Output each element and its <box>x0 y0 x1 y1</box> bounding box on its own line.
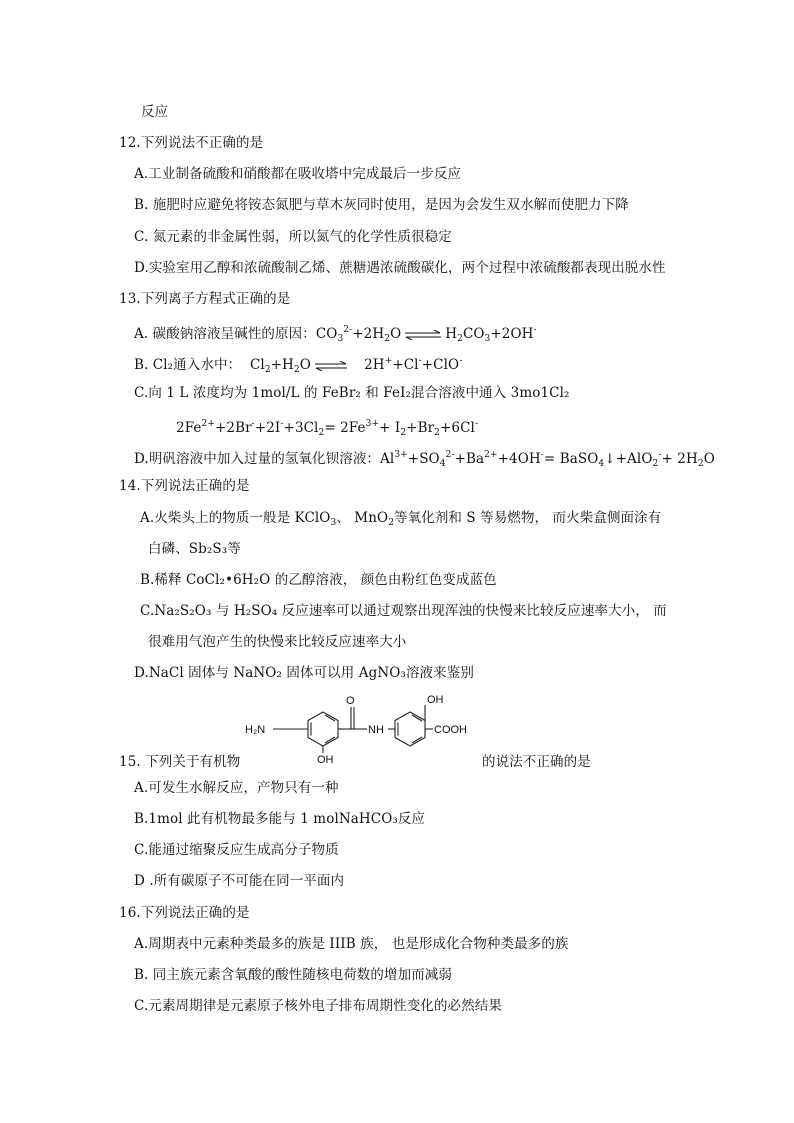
q15-option-b: B.1mol 此有机物最多能与 1 molNaHCO₃反应 <box>134 811 426 827</box>
q15-option-d: D .所有碳原子不可能在同一平面内 <box>134 873 345 889</box>
organic-molecule-structure <box>243 693 493 765</box>
q12-option-b: B. 施肥时应避免将铵态氮肥与草木灰同时使用，是因为会发生双水解而使肥力下降 <box>134 197 629 213</box>
q13-option-a-label: A. 碳酸钠溶液呈碱性的原因： <box>134 326 316 342</box>
q13-option-d-label: D.明矾溶液中加入过量的氢氧化钡溶液： <box>134 451 381 467</box>
mol-carbonyl-o-label: O <box>346 695 355 707</box>
q12-option-d: D.实验室用乙醇和浓硫酸制乙烯、蔗糖遇浓硫酸碳化，两个过程中浓硫酸都表现出脱水性 <box>134 260 666 276</box>
q13-option-d <box>134 446 715 473</box>
q16-option-a: A.周期表中元素种类最多的族是 IIIB 族， 也是形成化合物种类最多的族 <box>134 936 569 952</box>
equilibrium-arrow-icon <box>404 330 442 340</box>
q14-stem: 14.下列说法正确的是 <box>119 478 250 494</box>
q12-stem: 12.下列说法不正确的是 <box>119 135 264 151</box>
q14-option-a-continued: 白磷、Sb₂S₃等 <box>148 541 241 557</box>
q16-option-b: B. 同主族元素含氧酸的酸性随核电荷数的增加而减弱 <box>134 967 453 983</box>
mol-oh-label-2: OH <box>427 694 444 706</box>
q14-option-a-part2: 、 MnO <box>336 510 389 526</box>
q13-stem: 13.下列离子方程式正确的是 <box>119 291 291 307</box>
q13-option-d-equation: $Al^{3+}+SO_4^{2-}+Ba^{2+}+4OH^-=$ BaSO$_4$↓+AlO$_2$-+ $2H_2O$ <box>380 450 715 469</box>
q13-option-a-equation: $CO_3^{2-}+2H_2O$ $H_2CO_3+2OH^-$ <box>315 325 537 344</box>
q12-option-a: A.工业制备硫酸和硝酸都在吸收塔中完成最后一步反应 <box>134 166 462 182</box>
q13-option-b <box>134 352 462 379</box>
mol-oh-label-1: OH <box>317 754 334 765</box>
mol-cooh-label: COOH <box>434 724 467 736</box>
q13-option-b-equation: $Cl_2+H_2O$ 2H++Cl-+ClO- <box>241 356 463 375</box>
equilibrium-arrow-icon <box>314 361 348 371</box>
q16-option-c: C.元素周期律是元素原子核外电子排布周期性变化的必然结果 <box>134 998 502 1014</box>
q13-option-c: C.向 1 L 浓度均为 1mol/L 的 FeBr₂ 和 FeI₂混合溶液中通入 3mo1Cl₂ <box>134 385 570 401</box>
q14-option-d: D.NaCl 固体与 NaNO₂ 固体可以用 AgNO₃溶液来鉴别 <box>134 665 474 681</box>
q14-option-a: A.火柴头上的物质一般是 KClO$_3$、 MnO$_2$等氧化剂和 S 等易燃物， 而火柴盒侧面涂有 <box>140 510 662 528</box>
q13-option-c-equation: $2Fe^{2+}+2Br^-+2I^-+3Cl_2= 2Fe^{3+}+ I_2+Br_2+6Cl^-$ <box>176 419 479 438</box>
q15-stem-post: 的说法不正确的是 <box>482 754 591 770</box>
q13-option-b-label: B. Cl₂通入水中： <box>134 357 242 373</box>
q16-stem: 16.下列说法正确的是 <box>119 905 250 921</box>
q14-option-a-part3: 等氧化剂和 S 等易燃物， 而火柴盒侧面涂有 <box>394 510 662 526</box>
continuation-text: 反应 <box>141 104 169 120</box>
q15-stem-pre: 15. 下列关于有机物 <box>119 754 241 770</box>
q12-option-c: C. 氮元素的非金属性弱，所以氮气的化学性质很稳定 <box>134 229 452 245</box>
mol-nh-label: NH <box>368 724 384 736</box>
q14-option-b: B.稀释 CoCl₂•6H₂O 的乙醇溶液， 颜色由粉红色变成蓝色 <box>140 572 497 588</box>
q14-option-a-part1: A.火柴头上的物质一般是 KClO <box>140 510 331 526</box>
q14-option-c: C.Na₂S₂O₃ 与 H₂SO₄ 反应速率可以通过观察出现浑浊的快慢来比较反应速率大小， 而 <box>140 603 667 619</box>
q14-option-c-continued: 很难用气泡产生的快慢来比较反应速率大小 <box>148 634 407 650</box>
q15-option-a: A.可发生水解反应，产物只有一种 <box>134 780 339 796</box>
q13-option-a <box>134 321 537 348</box>
q15-option-c: C.能通过缩聚反应生成高分子物质 <box>134 842 339 858</box>
mol-amine-label: H₂N <box>245 724 266 736</box>
